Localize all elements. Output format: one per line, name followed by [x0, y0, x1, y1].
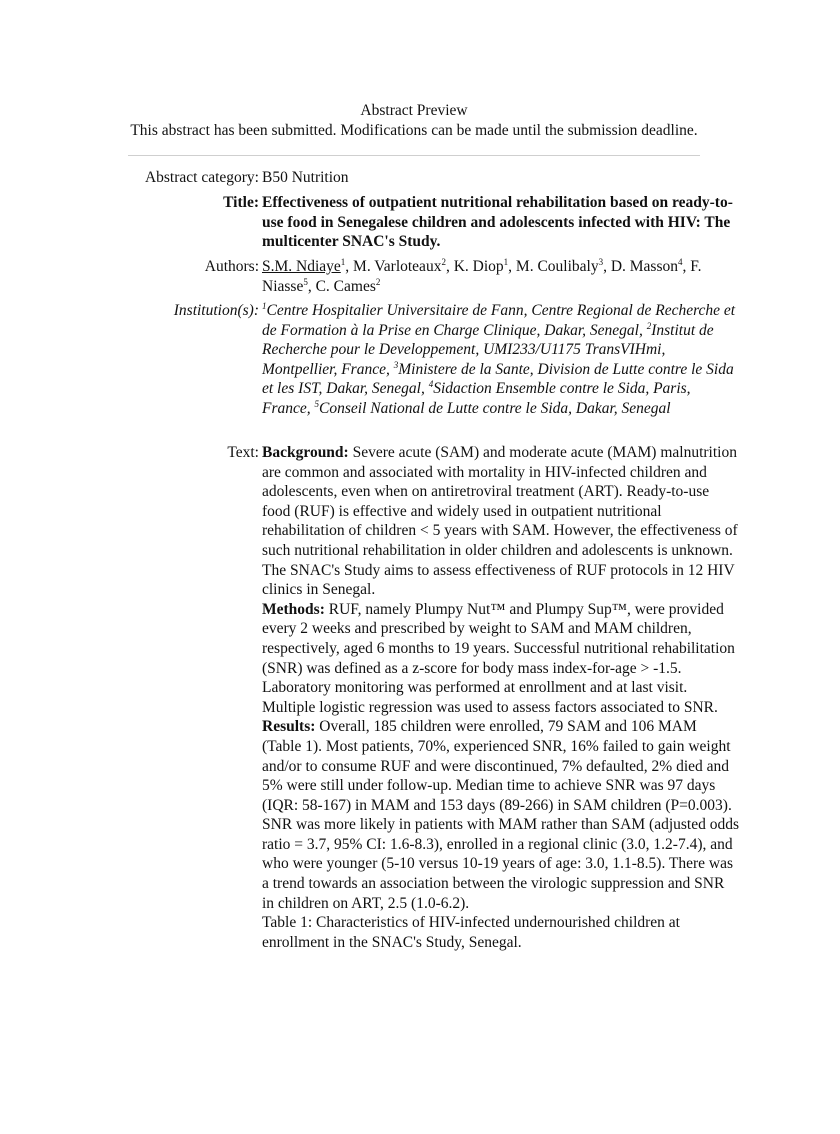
institution-item: Conseil National de Lutte contre le Sida, Dakar, Senegal	[319, 399, 671, 417]
category-label: Abstract category:	[144, 169, 259, 186]
author-name: S.M. Ndiaye	[262, 258, 341, 275]
author-name: F. Niasse	[262, 258, 702, 295]
table-caption: Table 1: Characteristics of HIV-infected undernourished children at enrollment in the SNAC's Study, Senegal.	[262, 914, 680, 951]
institution-item: Institut de Recherche pour le Developpement, UMI233/U1175 TransVIHmi, Montpellier, France,	[262, 321, 714, 378]
author-affiliation: 3	[598, 257, 604, 267]
authors-list: S.M. Ndiaye$^1$, M. Varloteaux$^2$, K. Diop$^1$, M. Coulibaly$^3$, D. Masson$^4$, F. Niasse$^5$, C. Cames$^2$	[262, 257, 702, 295]
author-affiliation: 4	[678, 257, 683, 267]
background-text: Severe acute (SAM) and moderate acute (MAM) malnutrition are common and associated with mortality in HIV-infected children and adolescents, even when on antiretroviral treatment (ART). Ready-to-use food (RUF) is effective and widely used in outpatient nutritional rehabilitation of children < 5 years with SAM. However, the effectiveness of such nutritional rehabilitation in older children and adolescents is unknown. The SNAC's Study aims to assess effectiveness of RUF protocols in 12 HIV clinics in Senegal.	[262, 444, 738, 599]
results-text: Overall, 185 children were enrolled, 79 SAM and 106 MAM (Table 1). Most patients, 70%, experienced SNR, 16% failed to gain weight and/or to consume RUF and were discontinued, 7% defaulted, 2% died and 5% were still under follow-up. Median time to achieve SNR was 97 days (IQR: 58-167) in MAM and 153 days (89-266) in SAM children (P=0.003). SNR was more likely in patients with MAM rather than SAM (adjusted odds ratio = 3.7, 95% CI: 1.6-8.3), enrolled in a regional clinic (3.0, 1.2-7.4), and who were younger (5-10 versus 10-19 years of age: 3.0, 1.1-8.5). There was a trend towards an association between the virologic suppression and SNR in children on ART, 2.5 (1.0-6.2).	[262, 718, 740, 912]
author-name: M. Varloteaux	[353, 258, 442, 275]
submission-note: This abstract has been submitted. Modifications can be made until the submission deadline.	[130, 122, 698, 139]
title-label: Title:	[223, 194, 259, 211]
institutions-label: Institution(s):	[173, 302, 259, 319]
author-affiliation: 1	[503, 257, 509, 267]
author-affiliation: 1	[340, 257, 346, 267]
methods-heading: Methods:	[262, 600, 325, 618]
institution-item: Ministere de la Sante, Division de Lutte contre le Sida et les IST, Dakar, Senegal,	[262, 360, 734, 398]
author-name: C. Cames	[315, 277, 376, 295]
author-name: D. Masson	[610, 258, 678, 275]
institutions-list: $^1$Centre Hospitalier Universitaire de Fann, Centre Regional de Recherche et de Formation à la Prise en Charge Clinique, Dakar, Senegal, $^2$Institut de Recherche pour le Developpement, UMI233/U1175 TransVIHmi, Montpellier, France, $^3$Ministere de la Sante, Division de Lutte contre le Sida et les IST, Dakar, Senegal, $^4$Sidaction Ensemble contre le Sida, Paris, France, $^5$Conseil National de Lutte contre le Sida, Dakar, Senegal	[262, 301, 736, 417]
abstract-title: Effectiveness of outpatient nutritional rehabilitation based on ready-to-use food in Senegalese children and adolescents infected with HIV: The multicenter SNAC's Study.	[262, 194, 733, 251]
methods-text: RUF, namely Plumpy Nut™ and Plumpy Sup™, were provided every 2 weeks and prescribed by weight to SAM and MAM children, respectively, aged 6 months to 19 years. Successful nutritional rehabilitation (SNR) was defined as a z-score for body mass index-for-age > -1.5. Laboratory monitoring was performed at enrollment and at last visit. Multiple logistic regression was used to assess factors associated to SNR.	[262, 600, 735, 716]
author-affiliation: 2	[441, 257, 446, 267]
author-name: K. Diop	[453, 258, 504, 275]
abstract-body	[262, 443, 740, 952]
authors-label: Authors:	[204, 258, 259, 275]
text-label: Text:	[227, 444, 259, 461]
author-name: M. Coulibaly	[515, 258, 599, 275]
results-paragraph	[262, 717, 740, 913]
institution-item: Centre Hospitalier Universitaire de Fann, Centre Regional de Recherche et de Formation à la Prise en Charge Clinique, Dakar, Senegal,	[262, 302, 736, 339]
results-heading: Results:	[262, 718, 316, 736]
methods-paragraph	[262, 600, 740, 718]
background-paragraph	[262, 443, 740, 600]
author-affiliation: 5	[303, 276, 308, 287]
category-value: B50 Nutrition	[262, 169, 349, 186]
institution-item: Sidaction Ensemble contre le Sida, Paris, France,	[262, 380, 691, 417]
author-affiliation: 2	[375, 276, 381, 287]
preview-title: Abstract Preview	[360, 102, 468, 119]
background-heading: Background:	[262, 444, 349, 461]
divider	[128, 155, 700, 156]
